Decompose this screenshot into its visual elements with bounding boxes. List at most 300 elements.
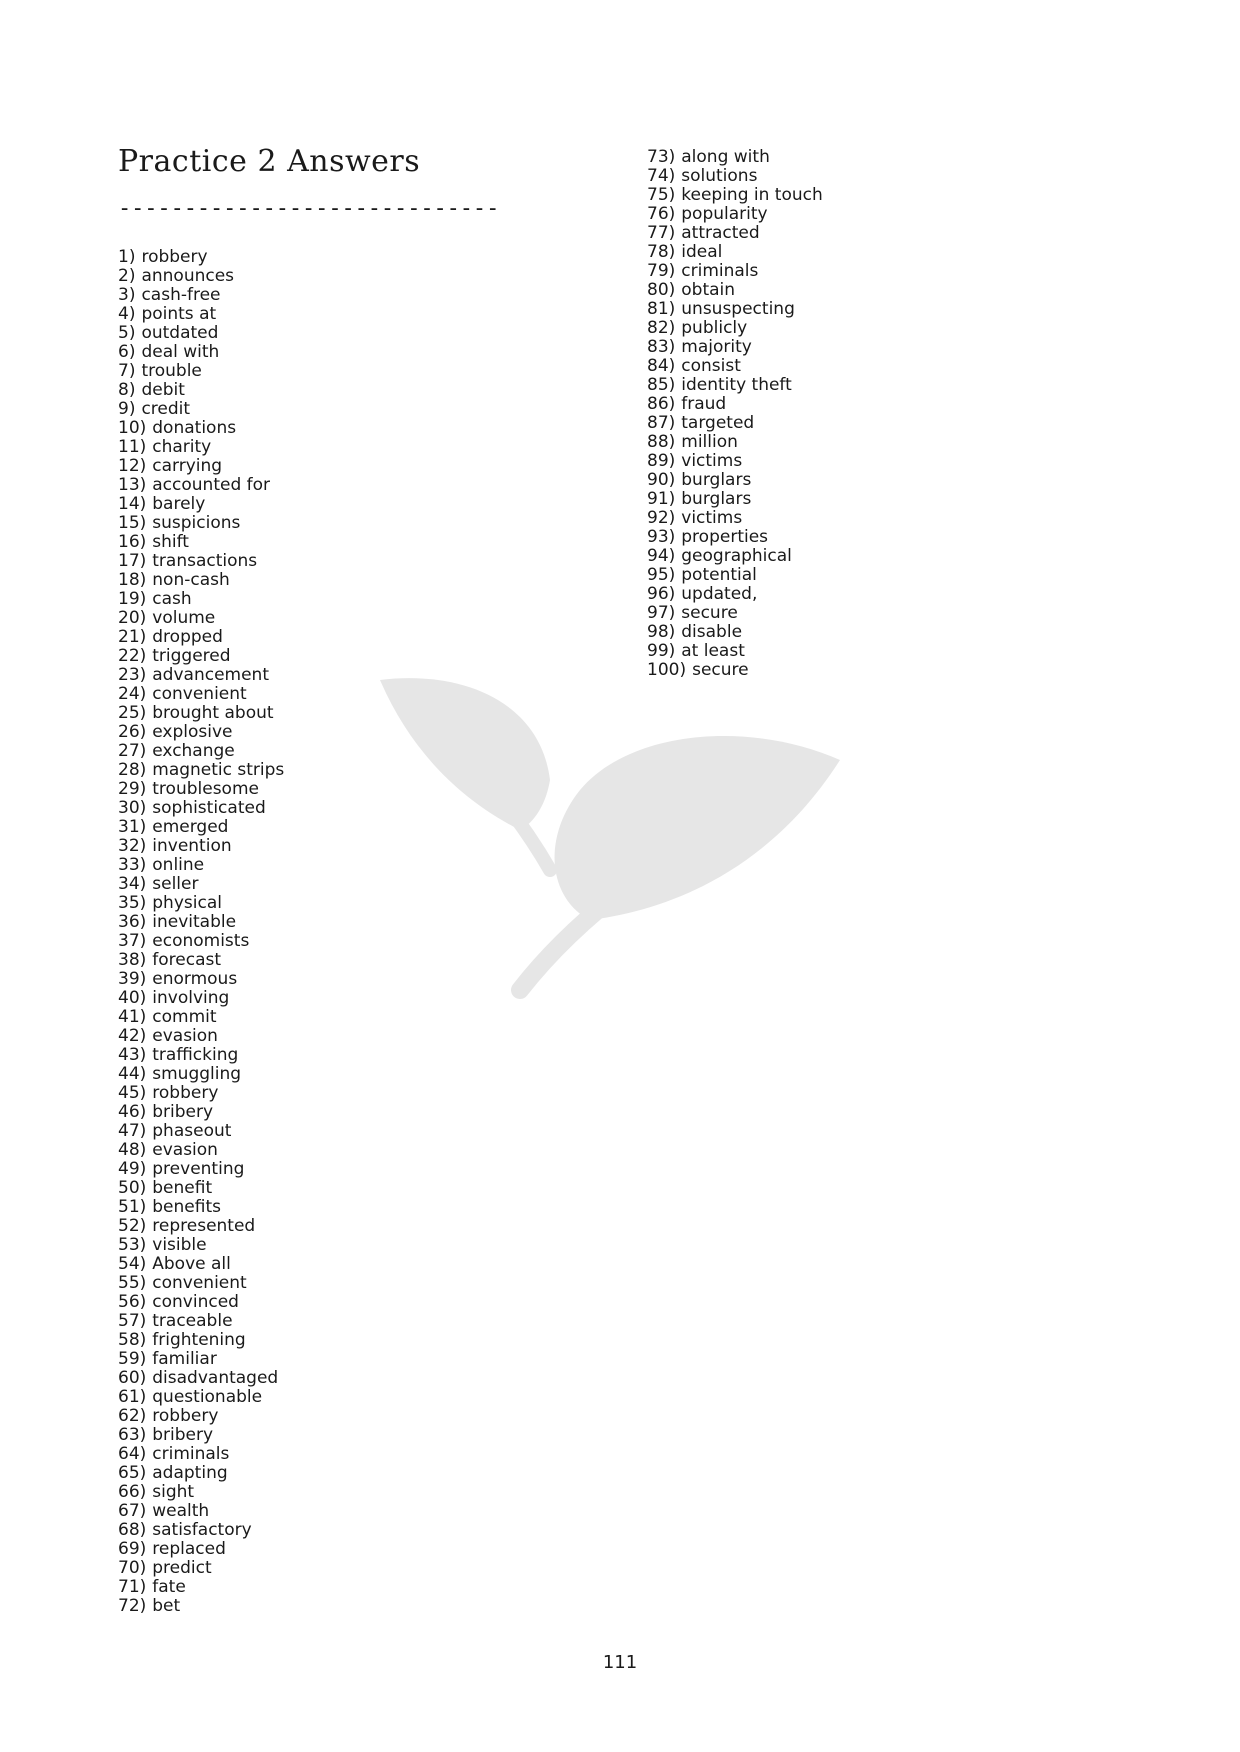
answer-text: trafficking — [152, 1045, 239, 1065]
answer-number: 22) — [118, 646, 147, 666]
answer-text: brought about — [152, 703, 274, 723]
answer-text: deal with — [141, 342, 220, 362]
answer-item — [118, 875, 284, 894]
answer-item — [647, 357, 823, 376]
answer-item — [118, 1293, 284, 1312]
answer-text: attracted — [681, 223, 760, 243]
answer-text: smuggling — [152, 1064, 242, 1084]
answer-item — [647, 243, 823, 262]
answer-number: 93) — [647, 527, 676, 547]
answer-item — [118, 1407, 284, 1426]
answer-item — [118, 1274, 284, 1293]
answer-number: 25) — [118, 703, 147, 723]
answer-number: 58) — [118, 1330, 147, 1350]
answer-text: secure — [692, 660, 749, 680]
answer-text: shift — [152, 532, 189, 552]
answer-text: robbery — [141, 247, 208, 267]
answer-item — [118, 1464, 284, 1483]
answer-number: 11) — [118, 437, 147, 457]
answer-number: 61) — [118, 1387, 147, 1407]
answer-item — [647, 509, 823, 528]
answer-number: 43) — [118, 1045, 147, 1065]
answer-item — [118, 1502, 284, 1521]
answer-text: triggered — [152, 646, 231, 666]
answer-item — [647, 319, 823, 338]
answer-item — [118, 343, 284, 362]
answer-text: charity — [152, 437, 212, 457]
answer-number: 10) — [118, 418, 147, 438]
answer-text: robbery — [152, 1406, 219, 1426]
answer-number: 67) — [118, 1501, 147, 1521]
answer-item — [118, 267, 284, 286]
answer-text: barely — [152, 494, 206, 514]
answer-item — [118, 1255, 284, 1274]
answer-number: 49) — [118, 1159, 147, 1179]
answer-item — [118, 761, 284, 780]
answer-text: bet — [152, 1596, 181, 1616]
answer-item — [647, 566, 823, 585]
answer-number: 80) — [647, 280, 676, 300]
answer-number: 68) — [118, 1520, 147, 1540]
answer-number: 17) — [118, 551, 147, 571]
answer-number: 21) — [118, 627, 147, 647]
answer-number: 79) — [647, 261, 676, 281]
answer-text: invention — [152, 836, 232, 856]
answer-number: 71) — [118, 1577, 147, 1597]
answer-item — [118, 1445, 284, 1464]
answer-text: properties — [681, 527, 769, 547]
answer-text: represented — [152, 1216, 256, 1236]
answer-item — [647, 395, 823, 414]
answer-list-right — [647, 148, 823, 680]
answer-item — [118, 1198, 284, 1217]
answer-text: dropped — [152, 627, 223, 647]
answer-text: advancement — [152, 665, 269, 685]
answer-number: 55) — [118, 1273, 147, 1293]
answer-number: 46) — [118, 1102, 147, 1122]
answer-item — [118, 400, 284, 419]
answer-number: 94) — [647, 546, 676, 566]
answer-text: visible — [152, 1235, 207, 1255]
answer-item — [118, 552, 284, 571]
answer-number: 1) — [118, 247, 136, 267]
answer-number: 97) — [647, 603, 676, 623]
answer-text: majority — [681, 337, 752, 357]
answer-number: 81) — [647, 299, 676, 319]
answer-text: victims — [681, 451, 743, 471]
answer-item — [647, 604, 823, 623]
answer-text: solutions — [681, 166, 758, 186]
answer-text: credit — [141, 399, 191, 419]
answer-text: unsuspecting — [681, 299, 795, 319]
answer-text: benefit — [152, 1178, 213, 1198]
answer-text: questionable — [152, 1387, 263, 1407]
answer-number: 44) — [118, 1064, 147, 1084]
answer-number: 64) — [118, 1444, 147, 1464]
answer-item — [647, 661, 823, 680]
answer-item — [118, 1217, 284, 1236]
answer-number: 26) — [118, 722, 147, 742]
title-divider: ----------------------------- — [118, 196, 500, 221]
answer-item — [118, 381, 284, 400]
answer-item — [118, 1141, 284, 1160]
answer-number: 52) — [118, 1216, 147, 1236]
answer-number: 63) — [118, 1425, 147, 1445]
answer-item — [118, 571, 284, 590]
answer-number: 92) — [647, 508, 676, 528]
answer-item — [647, 281, 823, 300]
answer-item — [118, 1103, 284, 1122]
answer-text: consist — [681, 356, 741, 376]
answer-text: burglars — [681, 489, 752, 509]
answer-item — [118, 970, 284, 989]
answer-item — [647, 433, 823, 452]
answer-item — [118, 1369, 284, 1388]
answer-list-left — [118, 248, 284, 1616]
answer-item — [118, 666, 284, 685]
answer-number: 45) — [118, 1083, 147, 1103]
answer-number: 33) — [118, 855, 147, 875]
answer-item — [118, 609, 284, 628]
answer-item — [118, 590, 284, 609]
answer-number: 91) — [647, 489, 676, 509]
answer-item — [118, 476, 284, 495]
answer-text: along with — [681, 147, 770, 167]
answer-text: transactions — [152, 551, 258, 571]
answer-item — [118, 1160, 284, 1179]
answer-text: fraud — [681, 394, 727, 414]
answer-item — [118, 1597, 284, 1616]
answer-text: at least — [681, 641, 745, 661]
answer-item — [118, 324, 284, 343]
answer-text: million — [681, 432, 738, 452]
answer-number: 2) — [118, 266, 136, 286]
answer-item — [118, 1388, 284, 1407]
answer-number: 13) — [118, 475, 147, 495]
answer-number: 98) — [647, 622, 676, 642]
answer-item — [118, 1046, 284, 1065]
answer-item — [647, 452, 823, 471]
answer-text: frightening — [152, 1330, 246, 1350]
answer-text: involving — [152, 988, 230, 1008]
answer-item — [118, 1350, 284, 1369]
answer-text: disadvantaged — [152, 1368, 279, 1388]
answer-number: 9) — [118, 399, 136, 419]
answer-item — [118, 495, 284, 514]
answer-item — [118, 1540, 284, 1559]
answer-number: 54) — [118, 1254, 147, 1274]
answer-number: 59) — [118, 1349, 147, 1369]
answer-text: bribery — [152, 1425, 214, 1445]
answer-number: 14) — [118, 494, 147, 514]
answer-number: 3) — [118, 285, 136, 305]
answer-text: inevitable — [152, 912, 237, 932]
answer-text: sophisticated — [152, 798, 266, 818]
answer-text: targeted — [681, 413, 755, 433]
answer-item — [647, 376, 823, 395]
answer-text: convenient — [152, 684, 247, 704]
answer-text: volume — [152, 608, 216, 628]
answer-text: secure — [681, 603, 738, 623]
answer-item — [647, 642, 823, 661]
answer-item — [647, 167, 823, 186]
answer-number: 72) — [118, 1596, 147, 1616]
answer-item — [118, 685, 284, 704]
answer-number: 90) — [647, 470, 676, 490]
answer-number: 28) — [118, 760, 147, 780]
answer-text: evasion — [152, 1026, 218, 1046]
answer-item — [118, 1122, 284, 1141]
answer-number: 41) — [118, 1007, 147, 1027]
answer-item — [118, 1236, 284, 1255]
answer-text: phaseout — [152, 1121, 232, 1141]
answer-number: 15) — [118, 513, 147, 533]
answer-number: 78) — [647, 242, 676, 262]
answer-item — [647, 623, 823, 642]
answer-number: 82) — [647, 318, 676, 338]
answer-text: enormous — [152, 969, 238, 989]
answer-text: ideal — [681, 242, 723, 262]
answer-text: satisfactory — [152, 1520, 252, 1540]
answer-item — [118, 932, 284, 951]
answer-number: 77) — [647, 223, 676, 243]
answer-item — [118, 1179, 284, 1198]
answer-item — [647, 224, 823, 243]
answer-item — [118, 305, 284, 324]
answer-number: 37) — [118, 931, 147, 951]
answer-item — [118, 1065, 284, 1084]
answer-item — [118, 704, 284, 723]
answer-number: 100) — [647, 660, 687, 680]
answer-item — [118, 1426, 284, 1445]
answer-number: 36) — [118, 912, 147, 932]
answer-number: 51) — [118, 1197, 147, 1217]
answer-item — [118, 1521, 284, 1540]
answer-item — [118, 514, 284, 533]
answer-text: explosive — [152, 722, 233, 742]
answer-number: 29) — [118, 779, 147, 799]
answer-item — [118, 438, 284, 457]
answer-item — [118, 1578, 284, 1597]
answer-text: trouble — [141, 361, 202, 381]
answer-item — [118, 1559, 284, 1578]
answer-number: 47) — [118, 1121, 147, 1141]
answer-number: 24) — [118, 684, 147, 704]
answer-item — [647, 490, 823, 509]
answer-text: magnetic strips — [152, 760, 285, 780]
answer-number: 84) — [647, 356, 676, 376]
answer-item — [118, 1312, 284, 1331]
answer-number: 95) — [647, 565, 676, 585]
answer-number: 39) — [118, 969, 147, 989]
answer-number: 96) — [647, 584, 676, 604]
answer-item — [118, 951, 284, 970]
answer-number: 65) — [118, 1463, 147, 1483]
answer-number: 20) — [118, 608, 147, 628]
answer-item — [118, 1008, 284, 1027]
answer-item — [118, 913, 284, 932]
answer-number: 70) — [118, 1558, 147, 1578]
answer-item — [118, 1483, 284, 1502]
answer-text: physical — [152, 893, 222, 913]
answer-item — [647, 262, 823, 281]
answer-item — [647, 186, 823, 205]
answer-number: 6) — [118, 342, 136, 362]
answer-text: burglars — [681, 470, 752, 490]
answer-number: 75) — [647, 185, 676, 205]
answer-text: benefits — [152, 1197, 221, 1217]
answer-number: 56) — [118, 1292, 147, 1312]
answer-number: 8) — [118, 380, 136, 400]
answer-number: 74) — [647, 166, 676, 186]
answer-text: online — [152, 855, 205, 875]
answer-item — [118, 818, 284, 837]
answer-text: robbery — [152, 1083, 219, 1103]
answer-text: potential — [681, 565, 757, 585]
page-number: 111 — [602, 1652, 638, 1673]
answer-text: keeping in touch — [681, 185, 823, 205]
answer-text: geographical — [681, 546, 792, 566]
answer-number: 4) — [118, 304, 136, 324]
answer-text: predict — [152, 1558, 212, 1578]
answer-number: 30) — [118, 798, 147, 818]
answer-text: seller — [152, 874, 199, 894]
answer-item — [647, 585, 823, 604]
answer-text: forecast — [152, 950, 222, 970]
answer-text: obtain — [681, 280, 736, 300]
answer-item — [118, 1084, 284, 1103]
leaf-watermark-icon — [370, 660, 850, 1000]
answer-item — [118, 894, 284, 913]
answer-number: 7) — [118, 361, 136, 381]
answer-text: popularity — [681, 204, 768, 224]
answer-number: 88) — [647, 432, 676, 452]
answer-number: 86) — [647, 394, 676, 414]
answer-item — [118, 837, 284, 856]
answer-text: criminals — [152, 1444, 230, 1464]
answer-number: 57) — [118, 1311, 147, 1331]
answer-text: suspicions — [152, 513, 241, 533]
answer-number: 38) — [118, 950, 147, 970]
answer-item — [118, 248, 284, 267]
answer-item — [118, 989, 284, 1008]
answer-item — [118, 286, 284, 305]
answer-text: non-cash — [152, 570, 230, 590]
answer-text: replaced — [152, 1539, 226, 1559]
answer-number: 62) — [118, 1406, 147, 1426]
answer-item — [118, 628, 284, 647]
answer-text: points at — [141, 304, 217, 324]
answer-text: adapting — [152, 1463, 228, 1483]
answer-item — [647, 338, 823, 357]
answer-number: 27) — [118, 741, 147, 761]
answer-number: 35) — [118, 893, 147, 913]
answer-number: 31) — [118, 817, 147, 837]
answer-text: carrying — [152, 456, 223, 476]
answer-number: 48) — [118, 1140, 147, 1160]
answer-text: exchange — [152, 741, 235, 761]
answer-text: convinced — [152, 1292, 239, 1312]
answer-number: 34) — [118, 874, 147, 894]
answer-item — [118, 1331, 284, 1350]
answer-item — [647, 547, 823, 566]
answer-text: criminals — [681, 261, 759, 281]
answer-number: 69) — [118, 1539, 147, 1559]
answer-number: 73) — [647, 147, 676, 167]
answer-number: 40) — [118, 988, 147, 1008]
answer-number: 76) — [647, 204, 676, 224]
answer-number: 23) — [118, 665, 147, 685]
answer-text: updated, — [681, 584, 758, 604]
answer-text: wealth — [152, 1501, 210, 1521]
answer-text: fate — [152, 1577, 186, 1597]
answer-number: 32) — [118, 836, 147, 856]
answer-text: commit — [152, 1007, 217, 1027]
answer-number: 87) — [647, 413, 676, 433]
answer-item — [647, 471, 823, 490]
answer-number: 18) — [118, 570, 147, 590]
answer-text: emerged — [152, 817, 229, 837]
answer-text: Above all — [152, 1254, 231, 1274]
answer-text: accounted for — [152, 475, 271, 495]
answer-text: sight — [152, 1482, 195, 1502]
answer-text: convenient — [152, 1273, 247, 1293]
answer-item — [118, 856, 284, 875]
answer-number: 50) — [118, 1178, 147, 1198]
answer-item — [118, 362, 284, 381]
answer-item — [647, 414, 823, 433]
answer-text: evasion — [152, 1140, 218, 1160]
answer-number: 53) — [118, 1235, 147, 1255]
page-title: Practice 2 Answers — [118, 144, 421, 179]
answer-item — [647, 300, 823, 319]
answer-number: 60) — [118, 1368, 147, 1388]
answer-number: 42) — [118, 1026, 147, 1046]
answer-number: 89) — [647, 451, 676, 471]
answer-text: economists — [152, 931, 250, 951]
answer-number: 66) — [118, 1482, 147, 1502]
answer-text: cash-free — [141, 285, 221, 305]
answer-item — [118, 799, 284, 818]
answer-item — [647, 528, 823, 547]
answer-item — [118, 419, 284, 438]
answer-text: bribery — [152, 1102, 214, 1122]
answer-item — [118, 533, 284, 552]
answer-item — [647, 148, 823, 167]
answer-item — [647, 205, 823, 224]
answer-number: 99) — [647, 641, 676, 661]
answer-number: 16) — [118, 532, 147, 552]
answer-text: traceable — [152, 1311, 233, 1331]
answer-text: disable — [681, 622, 743, 642]
answer-item — [118, 457, 284, 476]
answer-number: 85) — [647, 375, 676, 395]
answer-number: 12) — [118, 456, 147, 476]
answer-text: familiar — [152, 1349, 217, 1369]
answer-text: victims — [681, 508, 743, 528]
answer-item — [118, 1027, 284, 1046]
answer-number: 83) — [647, 337, 676, 357]
answer-text: donations — [152, 418, 237, 438]
answer-text: troublesome — [152, 779, 259, 799]
answer-number: 5) — [118, 323, 136, 343]
answer-text: preventing — [152, 1159, 245, 1179]
answer-item — [118, 742, 284, 761]
answer-text: cash — [152, 589, 192, 609]
answer-text: debit — [141, 380, 185, 400]
answer-number: 19) — [118, 589, 147, 609]
answer-text: announces — [141, 266, 235, 286]
